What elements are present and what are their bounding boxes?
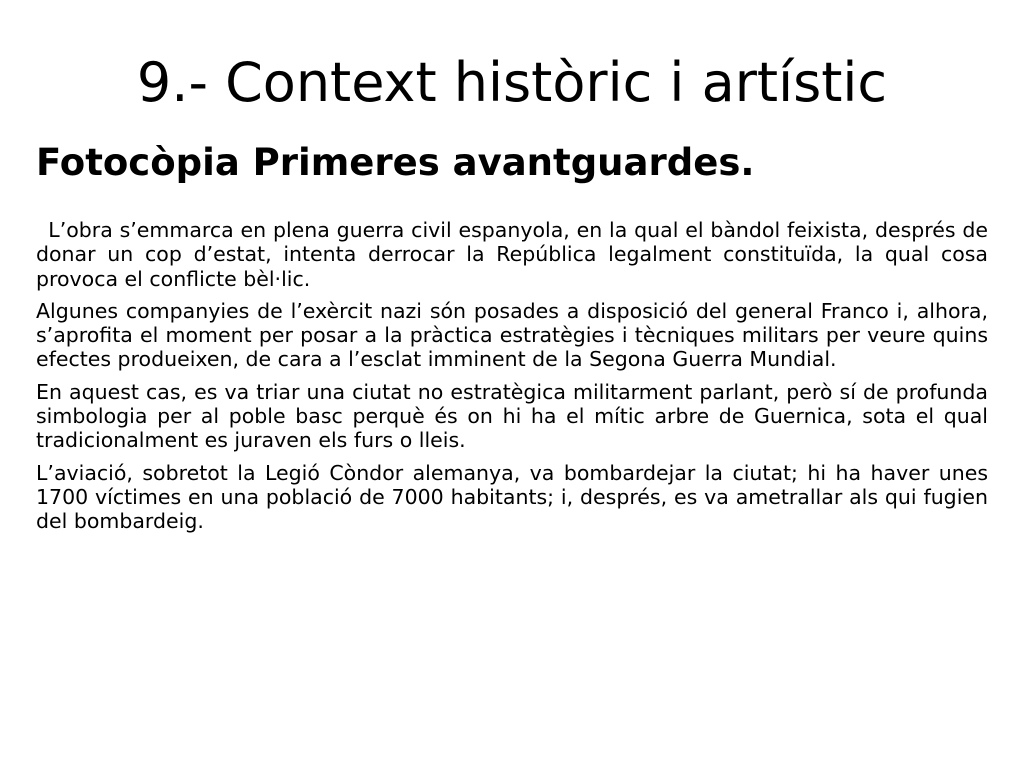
paragraph-nazi-companies: Algunes companyies de l’exèrcit nazi són posades a disposició del general Franco i, alhora, s’aprofita el moment per posar a la pràctica estratègies i tècniques militars per veure quins efectes produeixen, de cara a l’esclat imminent de la Segona Guerra Mundial.	[36, 298, 988, 372]
slide-subtitle: Fotocòpia Primeres avantguardes.	[36, 141, 755, 184]
paragraph-guernica-choice: En aquest cas, es va triar una ciutat no estratègica militarment parlant, però sí de profunda simbologia per al poble basc perquè és on hi ha el mític arbre de Guernica, sota el qual tradicionalment es juraven els furs o lleis.	[36, 379, 988, 453]
paragraph-context-war: L’obra s’emmarca en plena guerra civil espanyola, en la qual el bàndol feixista, després de donar un cop d’estat, intenta derrocar la República legalment constituïda, la qual cosa provoca el conflicte bèl·lic.	[36, 218, 988, 291]
slide-title: 9.- Context històric i artístic	[136, 51, 888, 114]
slide-body	[36, 218, 988, 542]
paragraph-bombing: L’aviació, sobretot la Legió Còndor alemanya, va bombardejar la ciutat; hi ha haver unes 1700 víctimes en una població de 7000 habitants; i, després, es va ametrallar als qui fugien del bombardeig.	[36, 460, 988, 534]
